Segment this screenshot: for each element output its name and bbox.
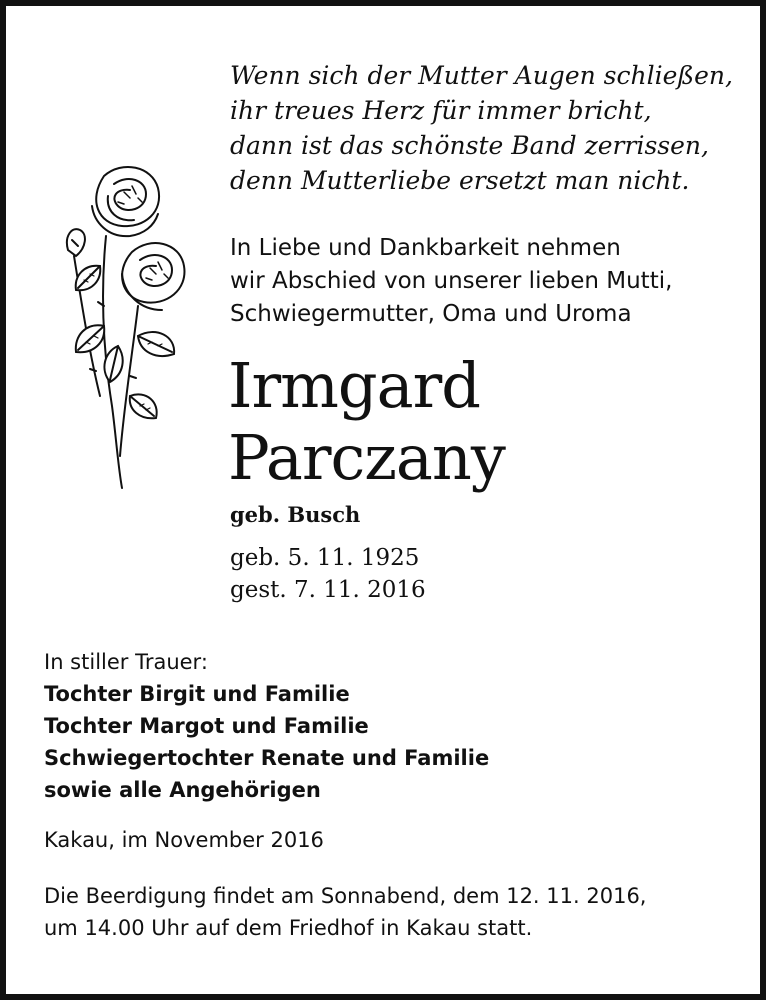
poem-line: ihr treues Herz für immer bricht, [230, 96, 652, 125]
life-dates [230, 542, 426, 606]
mourners [44, 646, 489, 806]
funeral-line: Die Beerdigung findet am Sonnabend, dem 12. 11. 2016, [44, 884, 647, 908]
poem-line: denn Mutterliebe ersetzt man nicht. [230, 166, 690, 195]
rose-icon [34, 156, 194, 496]
first-name: Irmgard [228, 349, 480, 422]
place-date: Kakau, im November 2016 [44, 828, 324, 852]
farewell-text [230, 232, 750, 331]
last-name: Parczany [228, 421, 505, 494]
funeral-line: um 14.00 Uhr auf dem Friedhof in Kakau statt. [44, 916, 533, 940]
family-member: Tochter Margot und Familie [44, 714, 369, 738]
poem-line: dann ist das schönste Band zerrissen, [230, 131, 709, 160]
farewell-line: wir Abschied von unserer lieben Mutti, [230, 268, 673, 294]
death-date: gest. 7. 11. 2016 [230, 577, 426, 603]
birth-date: geb. 5. 11. 1925 [230, 545, 420, 571]
poem [230, 58, 760, 198]
deceased-name [228, 350, 505, 494]
family-member: sowie alle Angehörigen [44, 778, 321, 802]
family-member: Schwiegertochter Renate und Familie [44, 746, 490, 770]
birth-name: geb. Busch [230, 502, 361, 527]
farewell-line: In Liebe und Dankbarkeit nehmen [230, 235, 621, 261]
family-list [44, 678, 489, 806]
mourning-heading: In stiller Trauer: [44, 650, 208, 674]
farewell-line: Schwiegermutter, Oma und Uroma [230, 301, 632, 327]
funeral-info [44, 880, 646, 944]
family-member: Tochter Birgit und Familie [44, 682, 350, 706]
poem-line: Wenn sich der Mutter Augen schließen, [230, 61, 733, 90]
